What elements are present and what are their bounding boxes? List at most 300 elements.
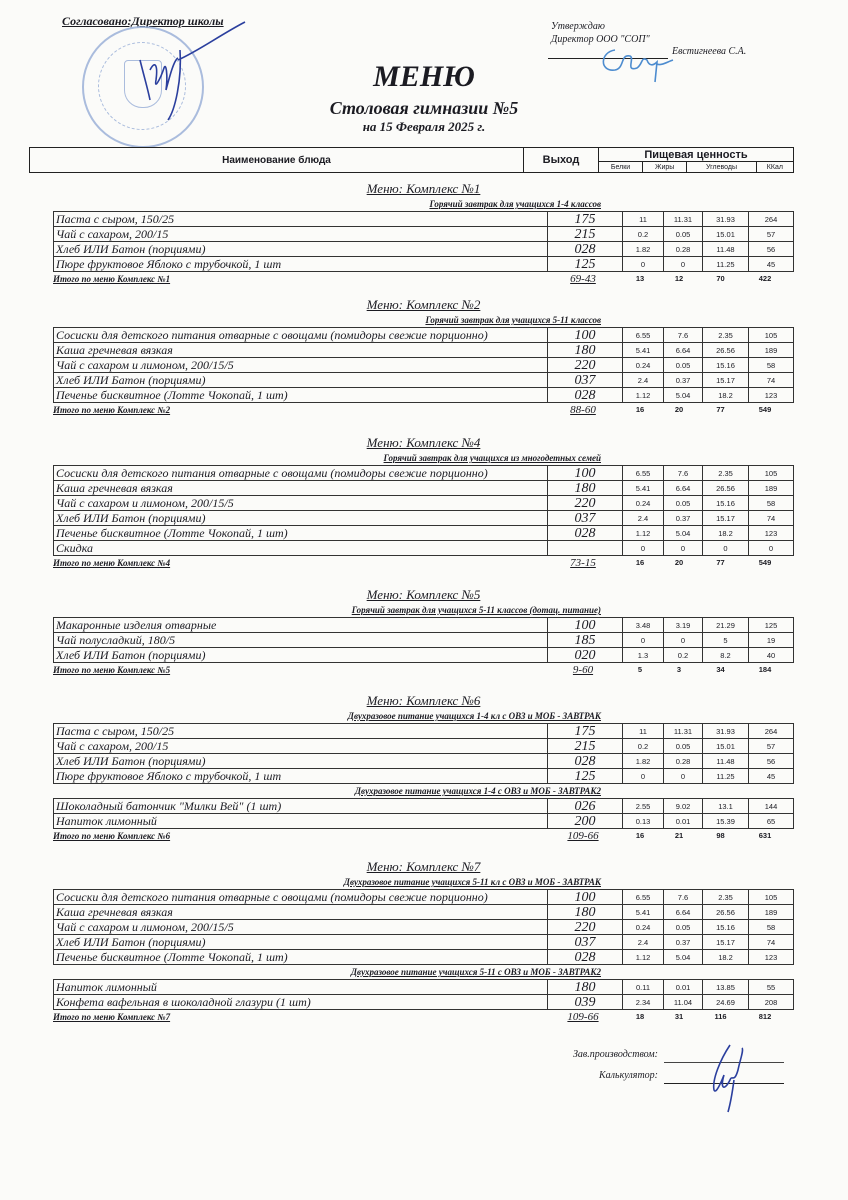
table-row xyxy=(54,212,794,227)
dish-fats: 0.37 xyxy=(664,935,703,950)
section-title: Меню: Комплекс №2 xyxy=(366,297,481,312)
dish-carbs: 2.35 xyxy=(703,466,749,481)
dish-table xyxy=(53,617,794,663)
table-row xyxy=(54,373,794,388)
dish-fats: 0.01 xyxy=(664,980,703,995)
dish-proteins: 0.24 xyxy=(623,920,664,935)
total-kcal: 549 xyxy=(758,405,772,414)
group-title: Горячий завтрак для учащихся 5-11 классов (дотац. питание) xyxy=(351,605,601,615)
dish-fats: 0.05 xyxy=(664,358,703,373)
dish-carbs: 5 xyxy=(703,633,749,648)
dish-output: 180 xyxy=(548,905,623,920)
dish-proteins: 0.2 xyxy=(623,227,664,242)
dish-fats: 11.31 xyxy=(664,724,703,739)
total-price: 109-66 xyxy=(567,830,599,842)
date-text: на 15 Февраля 2025 г. xyxy=(362,119,486,134)
dish-kcal: 19 xyxy=(749,633,794,648)
section-total xyxy=(53,829,794,843)
dish-fats: 6.64 xyxy=(664,343,703,358)
dish-proteins: 11 xyxy=(623,212,664,227)
column-header-name: Наименование блюда xyxy=(30,148,524,173)
dish-proteins: 2.4 xyxy=(623,935,664,950)
dish-table xyxy=(53,979,794,1010)
dish-fats: 0.37 xyxy=(664,373,703,388)
table-row xyxy=(54,754,794,769)
dish-carbs: 18.2 xyxy=(703,526,749,541)
dish-output: 220 xyxy=(548,496,623,511)
dish-kcal: 123 xyxy=(749,526,794,541)
dish-proteins: 2.4 xyxy=(623,511,664,526)
dish-name: Напиток лимонный xyxy=(54,980,548,995)
dish-kcal: 74 xyxy=(749,935,794,950)
dish-carbs: 31.93 xyxy=(703,212,749,227)
total-fats: 20 xyxy=(674,558,684,567)
dish-name: Чай с сахаром и лимоном, 200/15/5 xyxy=(54,358,548,373)
dish-name: Хлеб ИЛИ Батон (порциями) xyxy=(54,511,548,526)
menu-section xyxy=(53,434,794,570)
total-fats: 21 xyxy=(674,831,684,840)
dish-name: Чай с сахаром, 200/15 xyxy=(54,739,548,754)
dish-kcal: 45 xyxy=(749,769,794,784)
dish-output: 037 xyxy=(548,373,623,388)
dish-fats: 0.28 xyxy=(664,242,703,257)
dish-table xyxy=(53,327,794,403)
dish-fats: 0.2 xyxy=(664,648,703,663)
table-row xyxy=(54,739,794,754)
group-title: Двухразовое питание учащихся 1-4 с ОВЗ и МОБ - ЗАВТРАК2 xyxy=(354,786,601,796)
dish-output: 175 xyxy=(548,724,623,739)
group-title: Горячий завтрак для учащихся из многодетных семей xyxy=(383,453,601,463)
dish-proteins: 1.12 xyxy=(623,388,664,403)
total-price: 109-66 xyxy=(567,1011,599,1023)
menu-section xyxy=(53,296,794,417)
dish-name: Скидка xyxy=(54,541,548,556)
group-title: Двухразовое питание учащихся 1-4 кл с ОВЗ и МОБ - ЗАВТРАК xyxy=(347,711,601,721)
table-row xyxy=(54,242,794,257)
dish-name: Сосиски для детского питания отварные с овощами (помидоры свежие порционно) xyxy=(54,328,548,343)
dish-kcal: 0 xyxy=(749,541,794,556)
dish-carbs: 31.93 xyxy=(703,724,749,739)
dish-fats: 5.04 xyxy=(664,950,703,965)
dish-kcal: 105 xyxy=(749,328,794,343)
dish-kcal: 144 xyxy=(749,799,794,814)
dish-output: 220 xyxy=(548,920,623,935)
total-proteins: 16 xyxy=(635,405,645,414)
dish-output: 028 xyxy=(548,526,623,541)
section-total xyxy=(53,556,794,570)
calculator-signature-icon xyxy=(700,1040,750,1115)
page-subtitle xyxy=(0,98,848,119)
dish-output: 180 xyxy=(548,980,623,995)
dish-proteins: 0 xyxy=(623,257,664,272)
dish-output: 028 xyxy=(548,754,623,769)
dish-name: Хлеб ИЛИ Батон (порциями) xyxy=(54,754,548,769)
section-total xyxy=(53,663,794,677)
dish-kcal: 123 xyxy=(749,388,794,403)
dish-name: Напиток лимонный xyxy=(54,814,548,829)
table-row xyxy=(54,328,794,343)
total-kcal: 422 xyxy=(758,274,772,283)
dish-carbs: 8.2 xyxy=(703,648,749,663)
menu-date xyxy=(0,119,848,135)
column-header-output: Выход xyxy=(524,148,599,173)
dish-carbs: 2.35 xyxy=(703,328,749,343)
dish-output: 020 xyxy=(548,648,623,663)
dish-carbs: 18.2 xyxy=(703,950,749,965)
total-proteins: 16 xyxy=(635,831,645,840)
dish-proteins: 0.24 xyxy=(623,496,664,511)
dish-fats: 11.04 xyxy=(664,995,703,1010)
dish-name: Хлеб ИЛИ Батон (порциями) xyxy=(54,935,548,950)
dish-carbs: 2.35 xyxy=(703,890,749,905)
table-row xyxy=(54,466,794,481)
total-fats: 31 xyxy=(674,1012,684,1021)
total-carbs: 77 xyxy=(716,405,725,414)
dish-carbs: 11.48 xyxy=(703,242,749,257)
total-proteins: 5 xyxy=(637,665,643,674)
dish-kcal: 208 xyxy=(749,995,794,1010)
dish-kcal: 57 xyxy=(749,739,794,754)
dish-output: 100 xyxy=(548,618,623,633)
section-title: Меню: Комплекс №7 xyxy=(366,859,481,874)
dish-fats: 0.37 xyxy=(664,511,703,526)
dish-carbs: 15.16 xyxy=(703,358,749,373)
group-title: Двухразовое питание учащихся 5-11 кл с ОВЗ и МОБ - ЗАВТРАК xyxy=(343,877,601,887)
dish-proteins: 0.13 xyxy=(623,814,664,829)
dish-proteins: 6.55 xyxy=(623,466,664,481)
dish-output: 180 xyxy=(548,481,623,496)
calculator-label: Калькулятор: xyxy=(599,1070,658,1081)
dish-name: Сосиски для детского питания отварные с овощами (помидоры свежие порционно) xyxy=(54,890,548,905)
dish-table xyxy=(53,889,794,965)
dish-output: 026 xyxy=(548,799,623,814)
dish-carbs: 15.16 xyxy=(703,920,749,935)
total-proteins: 18 xyxy=(635,1012,645,1021)
dish-fats: 7.6 xyxy=(664,890,703,905)
total-kcal: 549 xyxy=(758,558,772,567)
table-row xyxy=(54,526,794,541)
dish-output: 100 xyxy=(548,890,623,905)
dish-name: Печенье бисквитное (Лотте Чокопай, 1 шт) xyxy=(54,950,548,965)
column-header-fats: Жиры xyxy=(643,162,687,173)
dish-carbs: 13.1 xyxy=(703,799,749,814)
total-carbs: 34 xyxy=(716,665,725,674)
dish-output: 125 xyxy=(548,769,623,784)
table-row xyxy=(54,388,794,403)
dish-kcal: 105 xyxy=(749,466,794,481)
dish-proteins: 6.55 xyxy=(623,890,664,905)
dish-carbs: 24.69 xyxy=(703,995,749,1010)
dish-proteins: 5.41 xyxy=(623,905,664,920)
total-label: Итого по меню Комплекс №4 xyxy=(53,558,171,568)
dish-name: Чай с сахаром, 200/15 xyxy=(54,227,548,242)
dish-fats: 3.19 xyxy=(664,618,703,633)
menu-section xyxy=(53,858,794,1024)
dish-proteins: 5.41 xyxy=(623,481,664,496)
table-row xyxy=(54,257,794,272)
dish-carbs: 15.16 xyxy=(703,496,749,511)
dish-output: 028 xyxy=(548,950,623,965)
dish-proteins: 5.41 xyxy=(623,343,664,358)
section-total xyxy=(53,1010,794,1024)
dish-proteins: 0.24 xyxy=(623,358,664,373)
table-row xyxy=(54,814,794,829)
dish-proteins: 0 xyxy=(623,769,664,784)
column-header-proteins: Белки xyxy=(599,162,643,173)
dish-proteins: 0.11 xyxy=(623,980,664,995)
dish-name: Хлеб ИЛИ Батон (порциями) xyxy=(54,373,548,388)
table-row xyxy=(54,890,794,905)
dish-name: Паста с сыром, 150/25 xyxy=(54,212,548,227)
total-fats: 12 xyxy=(674,274,684,283)
dish-output xyxy=(548,541,623,556)
table-row xyxy=(54,358,794,373)
dish-carbs: 11.25 xyxy=(703,257,749,272)
dish-kcal: 65 xyxy=(749,814,794,829)
dish-fats: 6.64 xyxy=(664,481,703,496)
dish-carbs: 26.56 xyxy=(703,905,749,920)
dish-fats: 6.64 xyxy=(664,905,703,920)
dish-kcal: 74 xyxy=(749,511,794,526)
dish-carbs: 26.56 xyxy=(703,481,749,496)
dish-fats: 0.28 xyxy=(664,754,703,769)
table-row xyxy=(54,648,794,663)
dish-output: 215 xyxy=(548,227,623,242)
dish-fats: 0.05 xyxy=(664,920,703,935)
menu-section xyxy=(53,180,794,286)
dish-fats: 0 xyxy=(664,769,703,784)
table-row xyxy=(54,905,794,920)
dish-table xyxy=(53,798,794,829)
dish-table xyxy=(53,723,794,784)
dish-carbs: 26.56 xyxy=(703,343,749,358)
table-row xyxy=(54,980,794,995)
dish-carbs: 0 xyxy=(703,541,749,556)
dish-carbs: 11.48 xyxy=(703,754,749,769)
dish-fats: 7.6 xyxy=(664,328,703,343)
dish-fats: 0.05 xyxy=(664,496,703,511)
dish-kcal: 55 xyxy=(749,980,794,995)
dish-fats: 11.31 xyxy=(664,212,703,227)
dish-proteins: 11 xyxy=(623,724,664,739)
table-row xyxy=(54,496,794,511)
group-title: Двухразовое питание учащихся 5-11 с ОВЗ и МОБ - ЗАВТРАК2 xyxy=(350,967,601,977)
dish-output: 037 xyxy=(548,935,623,950)
dish-kcal: 58 xyxy=(749,920,794,935)
dish-kcal: 58 xyxy=(749,496,794,511)
dish-output: 039 xyxy=(548,995,623,1010)
dish-name: Каша гречневая вязкая xyxy=(54,905,548,920)
total-label: Итого по меню Комплекс №7 xyxy=(53,1012,171,1022)
dish-fats: 0 xyxy=(664,541,703,556)
section-title: Меню: Комплекс №4 xyxy=(366,435,481,450)
total-carbs: 116 xyxy=(714,1012,727,1021)
dish-carbs: 21.29 xyxy=(703,618,749,633)
section-total xyxy=(53,403,794,417)
dish-kcal: 74 xyxy=(749,373,794,388)
dish-proteins: 3.48 xyxy=(623,618,664,633)
total-kcal: 184 xyxy=(758,665,772,674)
dish-name: Каша гречневая вязкая xyxy=(54,343,548,358)
dish-kcal: 264 xyxy=(749,724,794,739)
dish-carbs: 15.39 xyxy=(703,814,749,829)
total-label: Итого по меню Комплекс №5 xyxy=(53,665,171,675)
dish-output: 185 xyxy=(548,633,623,648)
dish-kcal: 40 xyxy=(749,648,794,663)
dish-name: Чай полусладкий, 180/5 xyxy=(54,633,548,648)
total-carbs: 70 xyxy=(716,274,725,283)
table-row xyxy=(54,920,794,935)
dish-name: Каша гречневая вязкая xyxy=(54,481,548,496)
table-row xyxy=(54,633,794,648)
dish-name: Пюре фруктовое Яблоко с трубочкой, 1 шт xyxy=(54,257,548,272)
total-kcal: 812 xyxy=(758,1012,772,1021)
dish-output: 215 xyxy=(548,739,623,754)
dish-fats: 0.05 xyxy=(664,739,703,754)
table-row xyxy=(54,511,794,526)
column-header-kcal: ККал xyxy=(756,162,793,173)
dish-name: Чай с сахаром и лимоном, 200/15/5 xyxy=(54,496,548,511)
dish-output: 220 xyxy=(548,358,623,373)
dish-output: 200 xyxy=(548,814,623,829)
dish-proteins: 2.4 xyxy=(623,373,664,388)
dish-name: Хлеб ИЛИ Батон (порциями) xyxy=(54,648,548,663)
dish-name: Макаронные изделия отварные xyxy=(54,618,548,633)
dish-output: 180 xyxy=(548,343,623,358)
total-fats: 3 xyxy=(676,665,682,674)
dish-kcal: 56 xyxy=(749,754,794,769)
dish-output: 100 xyxy=(548,328,623,343)
dish-name: Сосиски для детского питания отварные с овощами (помидоры свежие порционно) xyxy=(54,466,548,481)
total-price: 69-43 xyxy=(570,273,596,285)
dish-table xyxy=(53,465,794,556)
table-row xyxy=(54,481,794,496)
dish-carbs: 15.17 xyxy=(703,511,749,526)
dish-output: 037 xyxy=(548,511,623,526)
total-label: Итого по меню Комплекс №1 xyxy=(53,274,171,284)
dish-name: Паста с сыром, 150/25 xyxy=(54,724,548,739)
dish-fats: 0 xyxy=(664,257,703,272)
dish-fats: 0.01 xyxy=(664,814,703,829)
dish-proteins: 1.12 xyxy=(623,526,664,541)
dish-carbs: 15.01 xyxy=(703,739,749,754)
approval-left-label: Согласовано:Директор школы xyxy=(62,14,224,28)
dish-output: 100 xyxy=(548,466,623,481)
section-total xyxy=(53,272,794,286)
dish-kcal: 189 xyxy=(749,343,794,358)
dish-proteins: 2.34 xyxy=(623,995,664,1010)
total-price: 9-60 xyxy=(572,664,594,676)
dish-fats: 0.05 xyxy=(664,227,703,242)
table-row xyxy=(54,769,794,784)
dish-kcal: 105 xyxy=(749,890,794,905)
table-row xyxy=(54,618,794,633)
dish-kcal: 58 xyxy=(749,358,794,373)
total-price: 73-15 xyxy=(570,557,596,569)
dish-carbs: 13.85 xyxy=(703,980,749,995)
dish-output: 028 xyxy=(548,242,623,257)
total-proteins: 13 xyxy=(635,274,645,283)
dish-carbs: 18.2 xyxy=(703,388,749,403)
table-row xyxy=(54,950,794,965)
dish-kcal: 56 xyxy=(749,242,794,257)
dish-name: Хлеб ИЛИ Батон (порциями) xyxy=(54,242,548,257)
dish-name: Пюре фруктовое Яблоко с трубочкой, 1 шт xyxy=(54,769,548,784)
table-row xyxy=(54,799,794,814)
canteen-name: Столовая гимназии №5 xyxy=(329,98,519,118)
group-title: Горячий завтрак для учащихся 5-11 классов xyxy=(425,315,601,325)
dish-fats: 7.6 xyxy=(664,466,703,481)
total-price: 88-60 xyxy=(570,404,596,416)
dish-kcal: 45 xyxy=(749,257,794,272)
dish-proteins: 1.82 xyxy=(623,242,664,257)
dish-proteins: 1.12 xyxy=(623,950,664,965)
dish-name: Печенье бисквитное (Лотте Чокопай, 1 шт) xyxy=(54,388,548,403)
column-header-carbs: Углеводы xyxy=(687,162,757,173)
approval-right-line2: Директор ООО "СОП" xyxy=(551,34,650,45)
dish-kcal: 123 xyxy=(749,950,794,965)
dish-fats: 5.04 xyxy=(664,388,703,403)
dish-proteins: 1.3 xyxy=(623,648,664,663)
dish-fats: 0 xyxy=(664,633,703,648)
page-title: МЕНЮ xyxy=(373,60,475,93)
dish-output: 125 xyxy=(548,257,623,272)
section-title: Меню: Комплекс №5 xyxy=(366,587,481,602)
approval-right-line1: Утверждаю xyxy=(551,21,605,32)
dish-fats: 5.04 xyxy=(664,526,703,541)
table-row xyxy=(54,541,794,556)
dish-proteins: 0 xyxy=(623,633,664,648)
dish-proteins: 6.55 xyxy=(623,328,664,343)
dish-proteins: 0.2 xyxy=(623,739,664,754)
table-header xyxy=(29,147,794,173)
dish-name: Конфета вафельная в шоколадной глазури (1 шт) xyxy=(54,995,548,1010)
total-label: Итого по меню Комплекс №6 xyxy=(53,831,171,841)
dish-name: Печенье бисквитное (Лотте Чокопай, 1 шт) xyxy=(54,526,548,541)
total-kcal: 631 xyxy=(758,831,772,840)
section-title: Меню: Комплекс №1 xyxy=(366,181,481,196)
total-fats: 20 xyxy=(674,405,684,414)
dish-name: Чай с сахаром и лимоном, 200/15/5 xyxy=(54,920,548,935)
dish-table xyxy=(53,211,794,272)
dish-kcal: 57 xyxy=(749,227,794,242)
table-row xyxy=(54,227,794,242)
dish-carbs: 15.17 xyxy=(703,373,749,388)
dish-kcal: 189 xyxy=(749,905,794,920)
dish-kcal: 264 xyxy=(749,212,794,227)
dish-kcal: 125 xyxy=(749,618,794,633)
table-row xyxy=(54,935,794,950)
total-carbs: 98 xyxy=(716,831,725,840)
dish-fats: 9.02 xyxy=(664,799,703,814)
dish-carbs: 15.17 xyxy=(703,935,749,950)
dish-output: 028 xyxy=(548,388,623,403)
dish-output: 175 xyxy=(548,212,623,227)
director-name: Евстигнеева С.А. xyxy=(672,46,747,57)
table-row xyxy=(54,343,794,358)
column-header-nutrition: Пищевая ценность xyxy=(599,148,794,162)
section-title: Меню: Комплекс №6 xyxy=(366,693,481,708)
dish-name: Шоколадный батончик "Милки Вей" (1 шт) xyxy=(54,799,548,814)
menu-section xyxy=(53,586,794,677)
dish-carbs: 15.01 xyxy=(703,227,749,242)
table-row xyxy=(54,724,794,739)
total-carbs: 77 xyxy=(716,558,725,567)
dish-proteins: 2.55 xyxy=(623,799,664,814)
dish-proteins: 0 xyxy=(623,541,664,556)
dish-proteins: 1.82 xyxy=(623,754,664,769)
group-title: Горячий завтрак для учащихся 1-4 классов xyxy=(429,199,601,209)
